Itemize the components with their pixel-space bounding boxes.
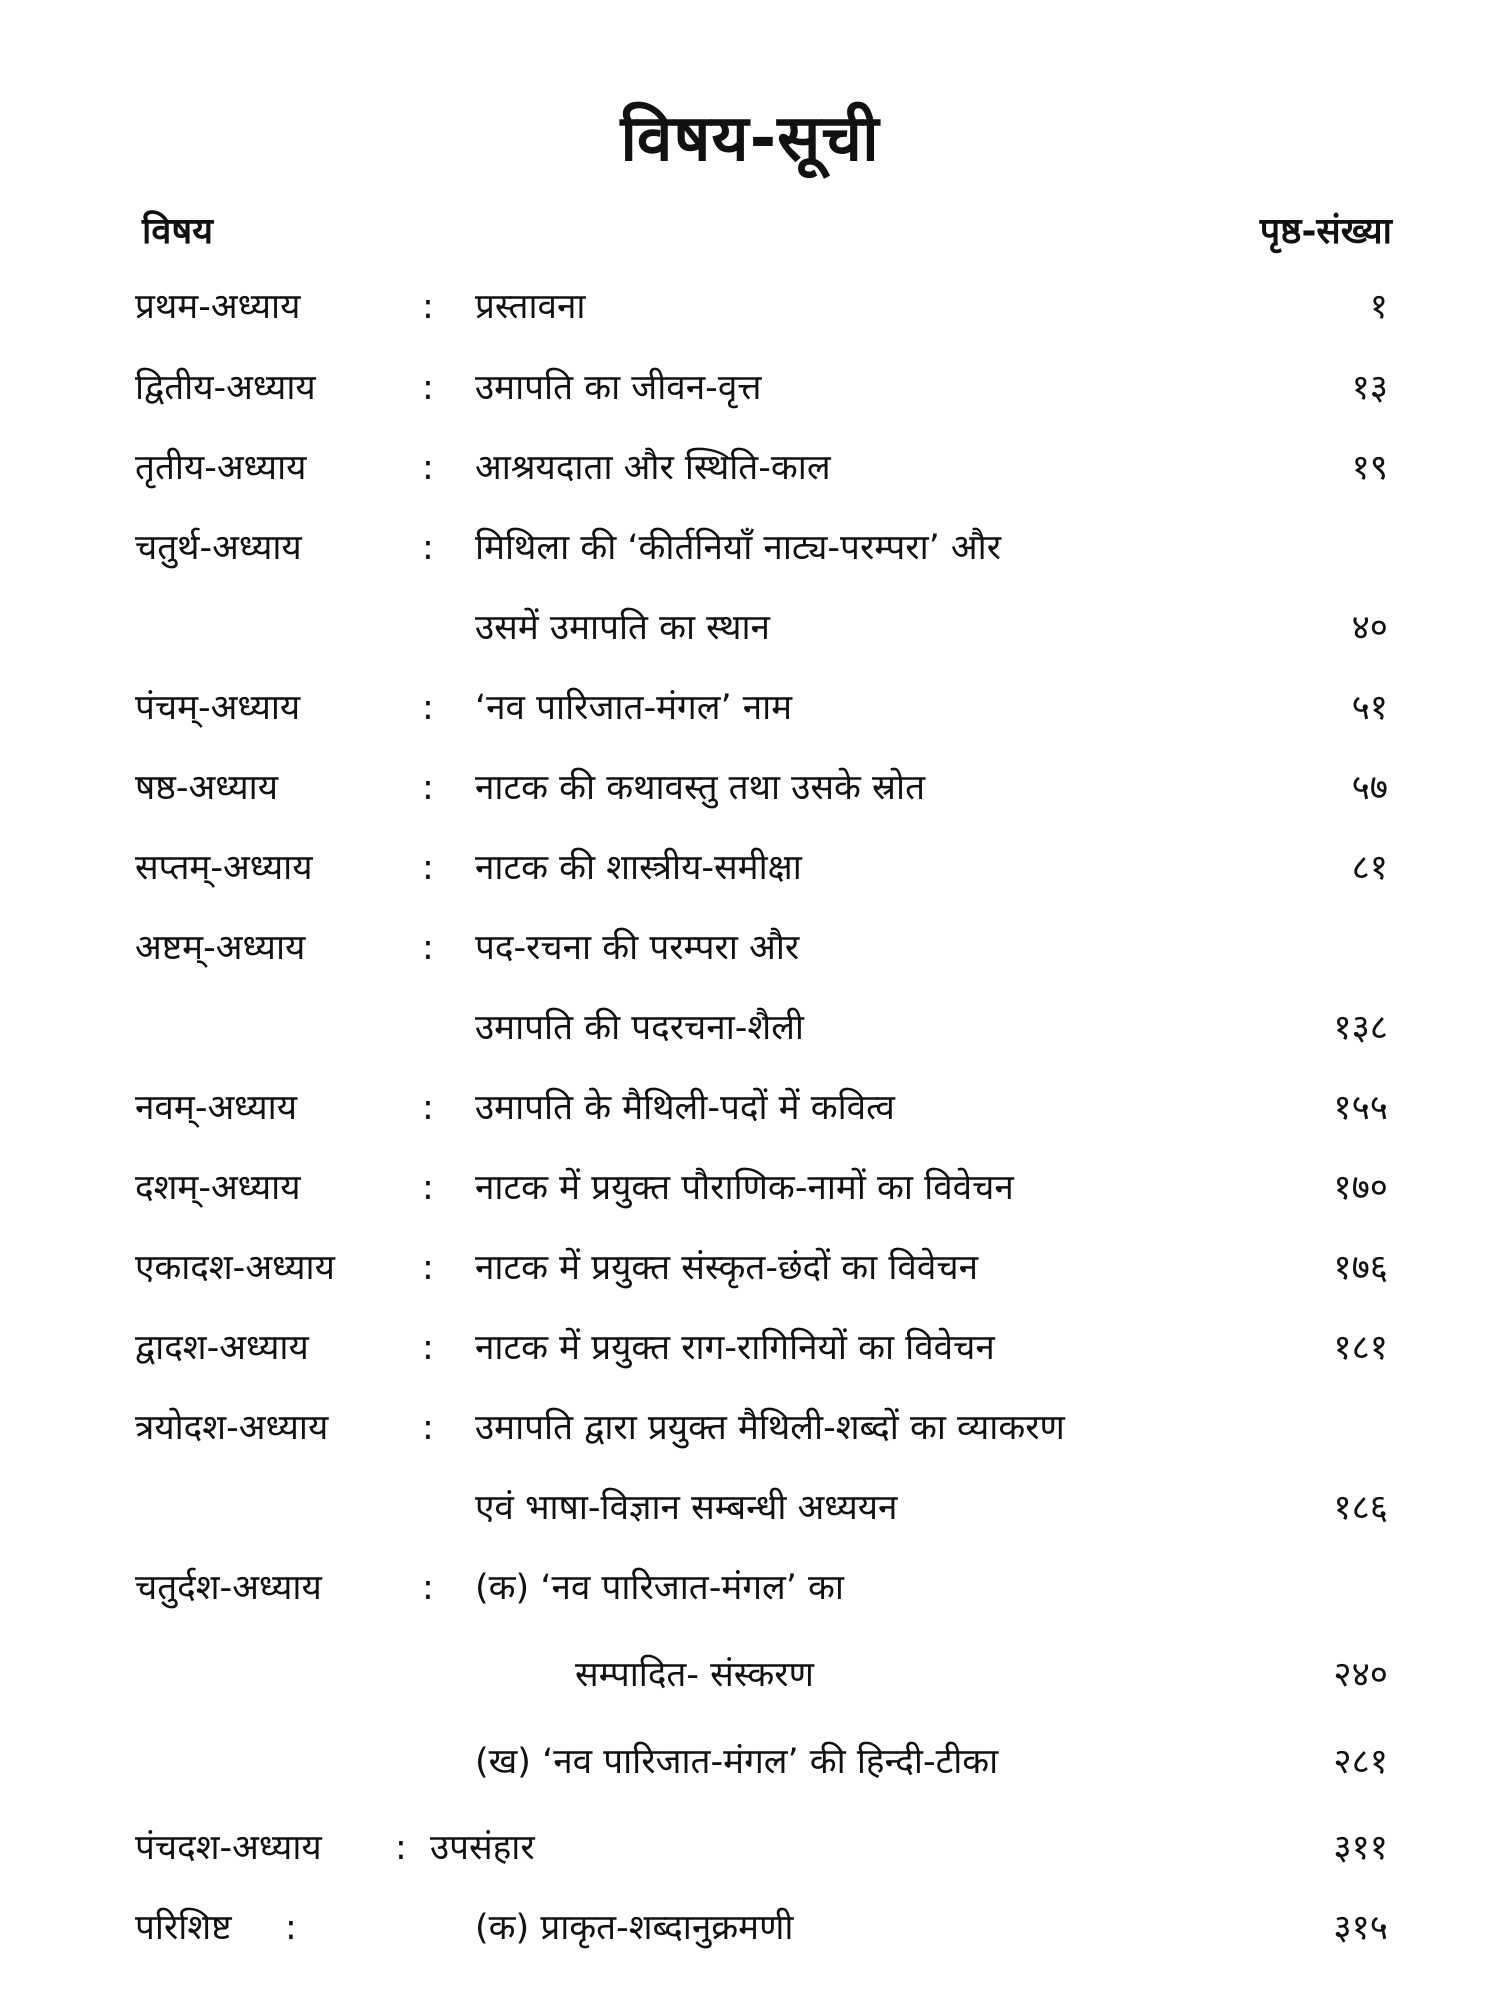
toc-row xyxy=(0,1398,1500,1458)
chapter-name: अष्टम्-अध्याय xyxy=(135,928,306,968)
toc-row xyxy=(0,678,1500,738)
chapter-subject: एवं भाषा-विज्ञान सम्बन्धी अध्ययन xyxy=(475,1488,898,1528)
page-number: १८६ xyxy=(1333,1488,1388,1528)
page-number: १९ xyxy=(1351,448,1388,488)
toc-row xyxy=(0,1898,1500,1958)
separator-colon: : xyxy=(422,1328,434,1368)
chapter-subject: नाटक में प्रयुक्त संस्कृत-छंदों का विवेचन xyxy=(475,1248,978,1288)
toc-row xyxy=(0,838,1500,898)
separator-colon: : xyxy=(395,1828,407,1868)
toc-row-continuation xyxy=(0,1478,1500,1538)
toc-row xyxy=(0,1318,1500,1378)
page-number: १३८ xyxy=(1333,1008,1388,1048)
chapter-name: दशम्-अध्याय xyxy=(135,1168,301,1208)
page-number: १३ xyxy=(1351,368,1388,408)
chapter-name: चतुर्थ-अध्याय xyxy=(135,528,302,568)
chapter-subject: (क) प्राकृत-शब्दानुक्रमणी xyxy=(475,1908,794,1948)
toc-row xyxy=(0,1818,1500,1878)
chapter-subject: पद-रचना की परम्परा और xyxy=(475,928,800,968)
toc-row xyxy=(0,1238,1500,1298)
toc-row xyxy=(0,1158,1500,1218)
chapter-subject: उमापति का जीवन-वृत्त xyxy=(475,368,762,408)
page-number: ३१५ xyxy=(1333,1908,1388,1948)
toc-row xyxy=(0,518,1500,578)
column-header-page-number: पृष्ठ-संख्या xyxy=(1259,211,1392,252)
separator-colon: : xyxy=(422,1088,434,1128)
chapter-subject: (क) ‘नव पारिजात-मंगल’ का xyxy=(475,1568,844,1608)
chapter-name: पंचम्-अध्याय xyxy=(135,688,301,728)
toc-row xyxy=(0,277,1500,337)
chapter-subject: प्रस्तावना xyxy=(475,287,586,327)
separator-colon: : xyxy=(422,1168,434,1208)
separator-colon: : xyxy=(422,368,434,408)
toc-row-continuation xyxy=(0,1732,1500,1792)
chapter-name: द्वितीय-अध्याय xyxy=(135,368,316,408)
chapter-subject: नाटक में प्रयुक्त राग-रागिनियों का विवेचन xyxy=(475,1328,995,1368)
chapter-subject: मिथिला की ‘कीर्तनियाँ नाट्य-परम्परा’ और xyxy=(475,528,1002,568)
chapter-name: षष्ठ-अध्याय xyxy=(135,768,279,808)
page-number: ८१ xyxy=(1351,848,1388,888)
chapter-subject: उसमें उमापति का स्थान xyxy=(475,608,770,648)
chapter-name: तृतीय-अध्याय xyxy=(135,448,307,488)
page-number: १८१ xyxy=(1333,1328,1388,1368)
toc-row xyxy=(0,438,1500,498)
separator-colon: : xyxy=(422,688,434,728)
chapter-subject: नाटक की शास्त्रीय-समीक्षा xyxy=(475,848,802,888)
chapter-subject: उमापति की पदरचना-शैली xyxy=(475,1008,804,1048)
chapter-name: एकादश-अध्याय xyxy=(135,1248,335,1288)
chapter-subject: उमापति के मैथिली-पदों में कवित्व xyxy=(475,1088,895,1128)
chapter-name: द्वादश-अध्याय xyxy=(135,1328,309,1368)
column-header-subject: विषय xyxy=(142,211,214,252)
page-number: ३११ xyxy=(1333,1828,1388,1868)
separator-colon: : xyxy=(422,1408,434,1448)
toc-row xyxy=(0,1558,1500,1618)
page-number: १५५ xyxy=(1333,1088,1388,1128)
separator-colon: : xyxy=(422,1568,434,1608)
chapter-subject: उमापति द्वारा प्रयुक्त मैथिली-शब्दों का व्याकरण xyxy=(475,1408,1065,1448)
separator-colon: : xyxy=(285,1908,297,1948)
page-number: २८१ xyxy=(1333,1742,1388,1782)
chapter-name: त्रयोदश-अध्याय xyxy=(135,1408,329,1448)
chapter-name: सप्तम्-अध्याय xyxy=(135,848,313,888)
chapter-subject: सम्पादित- संस्करण xyxy=(575,1655,814,1695)
chapter-subject: नाटक की कथावस्तु तथा उसके स्रोत xyxy=(475,768,926,808)
chapter-subject: नाटक में प्रयुक्त पौराणिक-नामों का विवेचन xyxy=(475,1168,1014,1208)
chapter-subject: आश्रयदाता और स्थिति-काल xyxy=(475,448,831,488)
separator-colon: : xyxy=(422,1248,434,1288)
chapter-subject: ‘नव पारिजात-मंगल’ नाम xyxy=(475,688,793,728)
chapter-name: चतुर्दश-अध्याय xyxy=(135,1568,322,1608)
chapter-subject: उपसंहार xyxy=(430,1828,535,1868)
toc-row xyxy=(0,758,1500,818)
separator-colon: : xyxy=(422,287,434,327)
chapter-subject: (ख) ‘नव पारिजात-मंगल’ की हिन्दी-टीका xyxy=(475,1742,999,1782)
separator-colon: : xyxy=(422,528,434,568)
separator-colon: : xyxy=(422,848,434,888)
toc-row xyxy=(0,358,1500,418)
page-number: २४० xyxy=(1333,1655,1388,1695)
separator-colon: : xyxy=(422,768,434,808)
chapter-name: परिशिष्ट xyxy=(135,1908,232,1948)
page-number: ५७ xyxy=(1351,768,1388,808)
toc-row-continuation xyxy=(0,598,1500,658)
chapter-name: पंचदश-अध्याय xyxy=(135,1828,322,1868)
page-title: विषय-सूची xyxy=(620,102,880,176)
separator-colon: : xyxy=(422,448,434,488)
page-number: १७० xyxy=(1333,1168,1388,1208)
toc-row-continuation xyxy=(0,1645,1500,1705)
chapter-name: नवम्-अध्याय xyxy=(135,1088,298,1128)
toc-row-continuation xyxy=(0,998,1500,1058)
page-number: ५१ xyxy=(1351,688,1388,728)
chapter-name: प्रथम-अध्याय xyxy=(135,287,301,327)
page-number: ४० xyxy=(1351,608,1388,648)
toc-row xyxy=(0,918,1500,978)
page-number: १७६ xyxy=(1333,1248,1388,1288)
page-number: १ xyxy=(1369,287,1388,327)
separator-colon: : xyxy=(422,928,434,968)
toc-row xyxy=(0,1078,1500,1138)
